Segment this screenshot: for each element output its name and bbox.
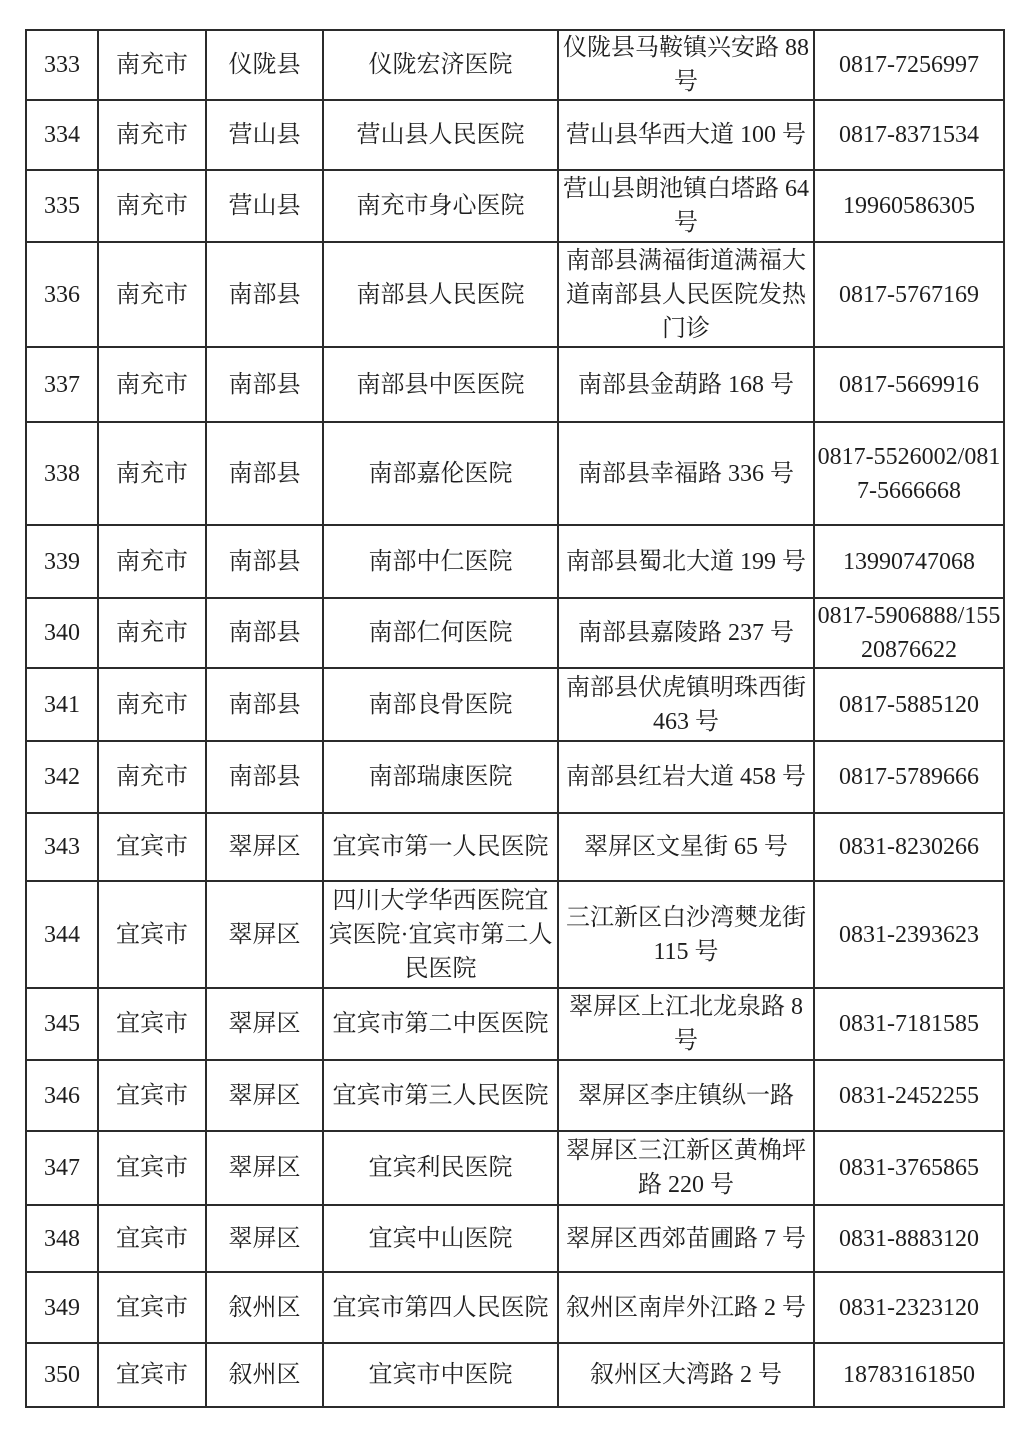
- cell-city: 宜宾市: [98, 1272, 206, 1343]
- cell-city: 南充市: [98, 598, 206, 668]
- cell-address: 南部县金葫路 168 号: [558, 347, 814, 422]
- cell-phone: 0831-2393623: [814, 881, 1004, 988]
- cell-address: 南部县满福街道满福大道南部县人民医院发热门诊: [558, 242, 814, 347]
- table-row: [26, 242, 1004, 347]
- cell-address: 营山县华西大道 100 号: [558, 100, 814, 170]
- cell-phone: 0831-2452255: [814, 1060, 1004, 1131]
- cell-hospital: 南部中仁医院: [323, 525, 558, 598]
- cell-address: 翠屏区三江新区黄桷坪路 220 号: [558, 1131, 814, 1205]
- cell-phone: 0831-8883120: [814, 1205, 1004, 1272]
- cell-phone: 0817-5885120: [814, 668, 1004, 741]
- cell-hospital: 南部县中医医院: [323, 347, 558, 422]
- cell-city: 宜宾市: [98, 1205, 206, 1272]
- cell-no: 342: [26, 741, 98, 813]
- cell-district: 叙州区: [206, 1272, 323, 1343]
- cell-hospital: 宜宾市第四人民医院: [323, 1272, 558, 1343]
- cell-city: 南充市: [98, 668, 206, 741]
- cell-phone: 0831-7181585: [814, 988, 1004, 1060]
- cell-address: 营山县朗池镇白塔路 64 号: [558, 170, 814, 242]
- cell-city: 南充市: [98, 741, 206, 813]
- table-row: [26, 881, 1004, 988]
- cell-district: 南部县: [206, 598, 323, 668]
- cell-no: 345: [26, 988, 98, 1060]
- cell-phone: 0817-5526002/0817-5666668: [814, 422, 1004, 525]
- cell-no: 340: [26, 598, 98, 668]
- cell-hospital: 营山县人民医院: [323, 100, 558, 170]
- cell-address: 翠屏区李庄镇纵一路: [558, 1060, 814, 1131]
- cell-phone: 0831-2323120: [814, 1272, 1004, 1343]
- cell-hospital: 南部仁何医院: [323, 598, 558, 668]
- cell-phone: 0831-3765865: [814, 1131, 1004, 1205]
- cell-no: 339: [26, 525, 98, 598]
- cell-address: 南部县红岩大道 458 号: [558, 741, 814, 813]
- cell-hospital: 南部良骨医院: [323, 668, 558, 741]
- cell-hospital: 宜宾市第一人民医院: [323, 813, 558, 881]
- cell-district: 叙州区: [206, 1343, 323, 1407]
- cell-no: 335: [26, 170, 98, 242]
- cell-hospital: 南部嘉伦医院: [323, 422, 558, 525]
- cell-city: 宜宾市: [98, 1131, 206, 1205]
- cell-address: 南部县伏虎镇明珠西街 463 号: [558, 668, 814, 741]
- table-row: [26, 347, 1004, 422]
- table-row: [26, 668, 1004, 741]
- cell-phone: 0817-5906888/15520876622: [814, 598, 1004, 668]
- table-row: [26, 1060, 1004, 1131]
- cell-address: 翠屏区上江北龙泉路 8 号: [558, 988, 814, 1060]
- cell-address: 翠屏区文星街 65 号: [558, 813, 814, 881]
- cell-district: 仪陇县: [206, 30, 323, 100]
- cell-address: 叙州区大湾路 2 号: [558, 1343, 814, 1407]
- cell-no: 338: [26, 422, 98, 525]
- table-row: [26, 598, 1004, 668]
- cell-phone: 0817-8371534: [814, 100, 1004, 170]
- cell-address: 南部县嘉陵路 237 号: [558, 598, 814, 668]
- cell-no: 349: [26, 1272, 98, 1343]
- cell-no: 350: [26, 1343, 98, 1407]
- cell-phone: 13990747068: [814, 525, 1004, 598]
- cell-district: 营山县: [206, 170, 323, 242]
- cell-address: 三江新区白沙湾僰龙街 115 号: [558, 881, 814, 988]
- table-row: [26, 1272, 1004, 1343]
- cell-district: 翠屏区: [206, 813, 323, 881]
- cell-district: 翠屏区: [206, 881, 323, 988]
- cell-city: 南充市: [98, 347, 206, 422]
- cell-city: 南充市: [98, 100, 206, 170]
- cell-hospital: 四川大学华西医院宜宾医院·宜宾市第二人民医院: [323, 881, 558, 988]
- table-row: [26, 525, 1004, 598]
- table-row: [26, 813, 1004, 881]
- table-row: [26, 741, 1004, 813]
- cell-address: 南部县幸福路 336 号: [558, 422, 814, 525]
- cell-district: 翠屏区: [206, 988, 323, 1060]
- table-row: [26, 988, 1004, 1060]
- cell-hospital: 宜宾市中医院: [323, 1343, 558, 1407]
- cell-district: 南部县: [206, 668, 323, 741]
- hospital-table-body: [26, 30, 1004, 1407]
- cell-district: 翠屏区: [206, 1205, 323, 1272]
- cell-hospital: 宜宾市第三人民医院: [323, 1060, 558, 1131]
- table-row: [26, 170, 1004, 242]
- cell-city: 南充市: [98, 525, 206, 598]
- cell-city: 南充市: [98, 422, 206, 525]
- table-row: [26, 1205, 1004, 1272]
- cell-district: 南部县: [206, 242, 323, 347]
- table-row: [26, 30, 1004, 100]
- cell-phone: 18783161850: [814, 1343, 1004, 1407]
- cell-phone: 0817-5789666: [814, 741, 1004, 813]
- cell-phone: 0817-7256997: [814, 30, 1004, 100]
- cell-no: 336: [26, 242, 98, 347]
- cell-no: 344: [26, 881, 98, 988]
- cell-no: 347: [26, 1131, 98, 1205]
- cell-hospital: 宜宾利民医院: [323, 1131, 558, 1205]
- cell-district: 南部县: [206, 525, 323, 598]
- cell-phone: 0831-8230266: [814, 813, 1004, 881]
- cell-phone: 0817-5669916: [814, 347, 1004, 422]
- cell-no: 348: [26, 1205, 98, 1272]
- cell-phone: 19960586305: [814, 170, 1004, 242]
- cell-city: 宜宾市: [98, 881, 206, 988]
- cell-no: 346: [26, 1060, 98, 1131]
- cell-no: 343: [26, 813, 98, 881]
- table-row: [26, 422, 1004, 525]
- cell-district: 翠屏区: [206, 1131, 323, 1205]
- cell-city: 南充市: [98, 30, 206, 100]
- cell-city: 宜宾市: [98, 1060, 206, 1131]
- cell-address: 南部县蜀北大道 199 号: [558, 525, 814, 598]
- cell-hospital: 南部瑞康医院: [323, 741, 558, 813]
- table-row: [26, 1131, 1004, 1205]
- cell-address: 叙州区南岸外江路 2 号: [558, 1272, 814, 1343]
- cell-district: 翠屏区: [206, 1060, 323, 1131]
- cell-no: 341: [26, 668, 98, 741]
- cell-city: 宜宾市: [98, 988, 206, 1060]
- hospital-table: [25, 29, 1005, 1408]
- cell-district: 南部县: [206, 422, 323, 525]
- cell-district: 南部县: [206, 741, 323, 813]
- cell-district: 营山县: [206, 100, 323, 170]
- cell-no: 334: [26, 100, 98, 170]
- cell-hospital: 南部县人民医院: [323, 242, 558, 347]
- cell-city: 宜宾市: [98, 813, 206, 881]
- cell-district: 南部县: [206, 347, 323, 422]
- cell-no: 333: [26, 30, 98, 100]
- cell-city: 南充市: [98, 170, 206, 242]
- table-row: [26, 100, 1004, 170]
- cell-hospital: 南充市身心医院: [323, 170, 558, 242]
- cell-hospital: 宜宾市第二中医医院: [323, 988, 558, 1060]
- cell-hospital: 仪陇宏济医院: [323, 30, 558, 100]
- cell-address: 仪陇县马鞍镇兴安路 88 号: [558, 30, 814, 100]
- cell-city: 宜宾市: [98, 1343, 206, 1407]
- cell-phone: 0817-5767169: [814, 242, 1004, 347]
- cell-no: 337: [26, 347, 98, 422]
- cell-address: 翠屏区西郊苗圃路 7 号: [558, 1205, 814, 1272]
- cell-hospital: 宜宾中山医院: [323, 1205, 558, 1272]
- cell-city: 南充市: [98, 242, 206, 347]
- table-row: [26, 1343, 1004, 1407]
